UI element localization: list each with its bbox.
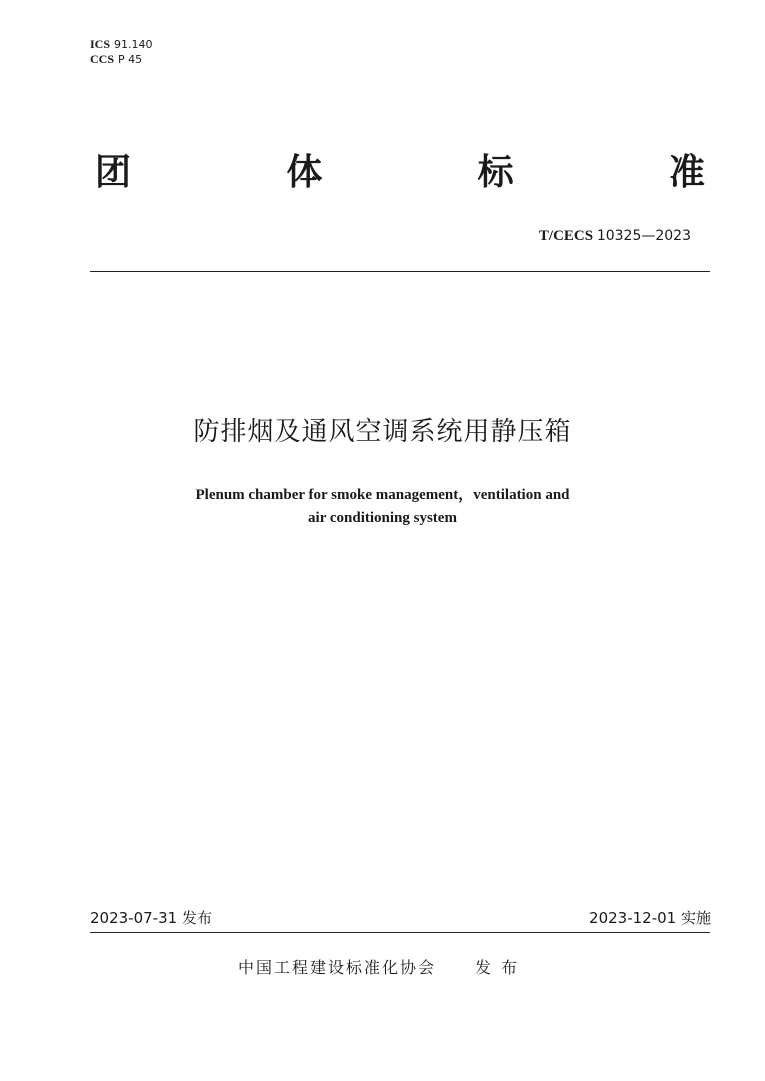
ccs-label: CCS — [90, 52, 115, 66]
standard-type-char: 标 — [477, 152, 514, 193]
standard-type-char: 团 — [94, 152, 131, 193]
english-title-line2: air conditioning system — [308, 510, 457, 526]
english-title-line1: Plenum chamber for smoke management，ventilation and — [195, 487, 570, 503]
effective-date: 2023-12-01 实施 — [589, 909, 711, 927]
ccs-code — [90, 52, 153, 67]
chinese-title: 防排烟及通风空调系统用静压箱 — [193, 417, 572, 447]
standard-number-value: 10325—2023 — [596, 228, 691, 244]
standard-number — [539, 228, 691, 245]
standard-type-char: 准 — [668, 152, 705, 193]
issuer — [0, 955, 765, 978]
top-divider — [90, 271, 710, 272]
ics-value: 91.140 — [114, 38, 153, 51]
ccs-value: P 45 — [118, 53, 143, 66]
classification-codes — [90, 37, 153, 67]
standard-type-char: 体 — [286, 152, 323, 193]
issuer-action: 发布 — [475, 958, 528, 977]
ics-label: ICS — [90, 37, 111, 51]
english-title — [0, 484, 765, 530]
bottom-divider — [90, 932, 710, 933]
publish-date: 2023-07-31 发布 — [90, 909, 212, 927]
issuer-organization: 中国工程建设标准化协会 — [237, 958, 436, 977]
standard-type-heading — [90, 150, 710, 196]
standard-number-prefix: T/CECS — [538, 228, 594, 244]
ics-code — [90, 37, 153, 52]
